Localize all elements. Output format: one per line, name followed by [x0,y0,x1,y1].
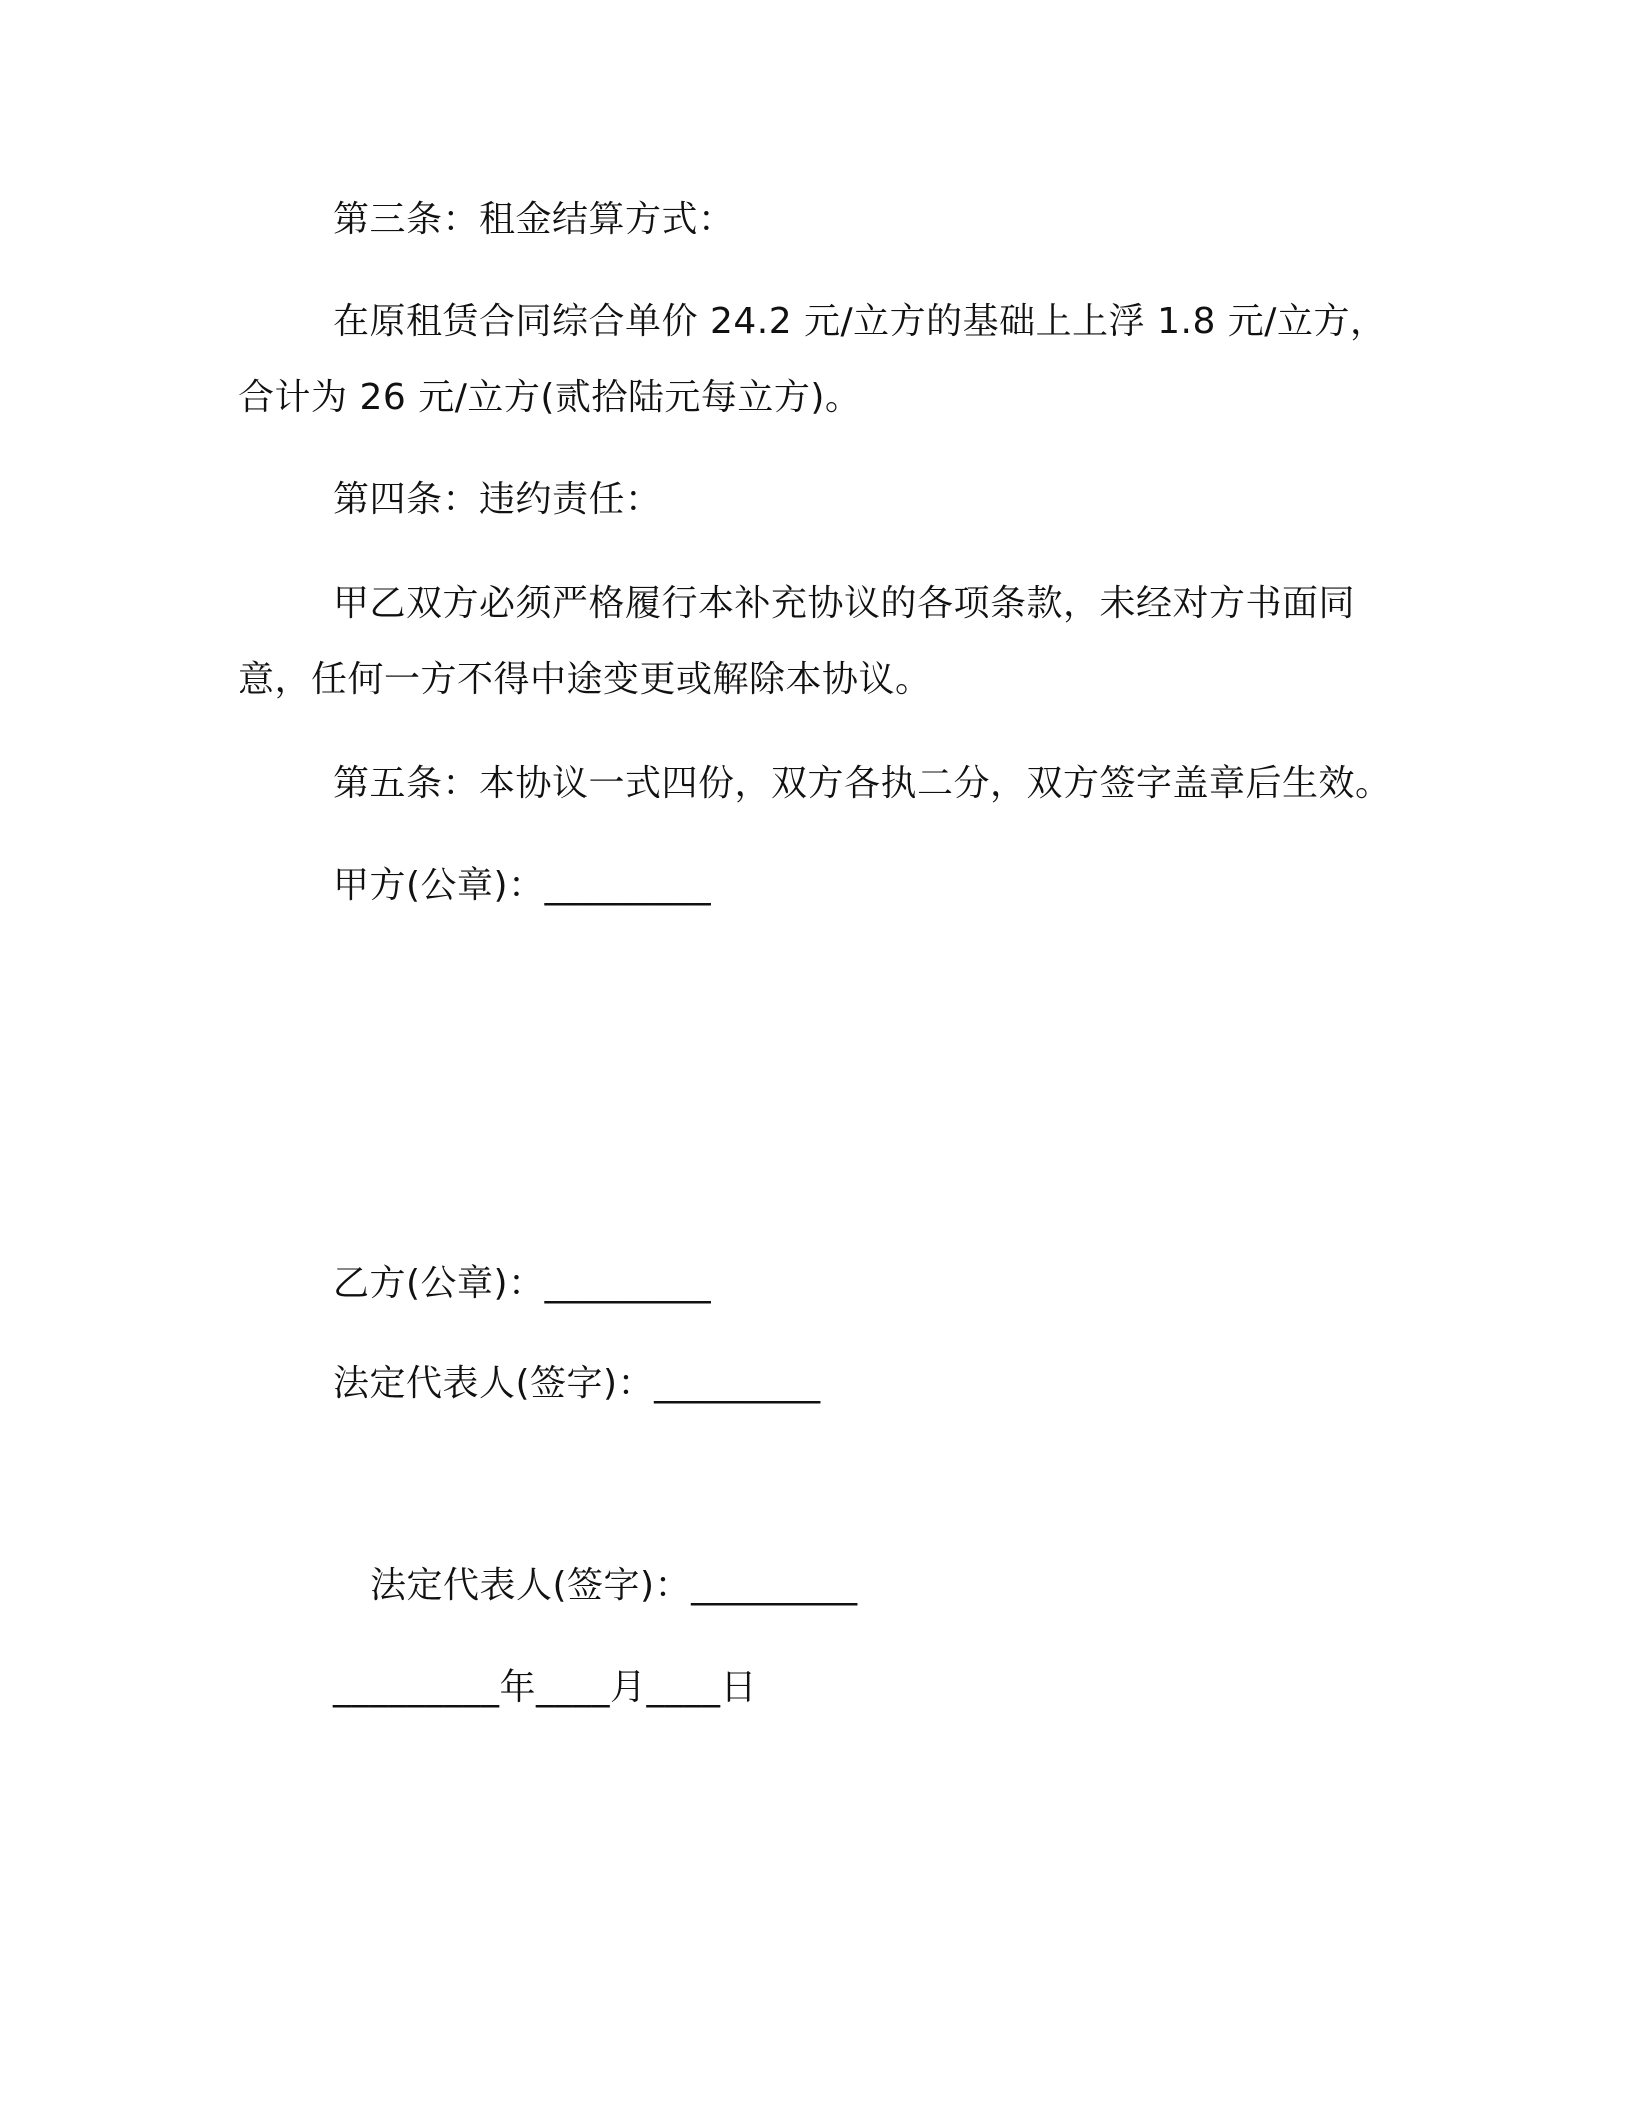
article3-title: 第三条：租金结算方式： [333,199,735,240]
article3-body-line2: 合计为 26 元/立方(贰拾陆元每立方)。 [238,377,862,418]
article4-body-line2: 意，任何一方不得中途变更或解除本协议。 [238,659,932,700]
article5: 第五条：本协议一式四份，双方各执二分，双方签字盖章后生效。 [333,763,1392,804]
legal-rep-sign-2: 法定代表人(签字)：_________ [370,1565,858,1606]
article4-body-line1: 甲乙双方必须严格履行本补充协议的各项条款，未经对方书面同 [333,583,1356,624]
party-b-seal: 乙方(公章)：_________ [333,1263,712,1304]
legal-rep-sign-1: 法定代表人(签字)：_________ [333,1363,821,1404]
article4-title: 第四条：违约责任： [333,479,662,520]
article3-body-line1: 在原租赁合同综合单价 24.2 元/立方的基础上上浮 1.8 元/立方， [333,301,1387,342]
party-a-seal: 甲方(公章)：_________ [333,865,712,906]
date-line: _________年____月____日 [333,1667,757,1708]
